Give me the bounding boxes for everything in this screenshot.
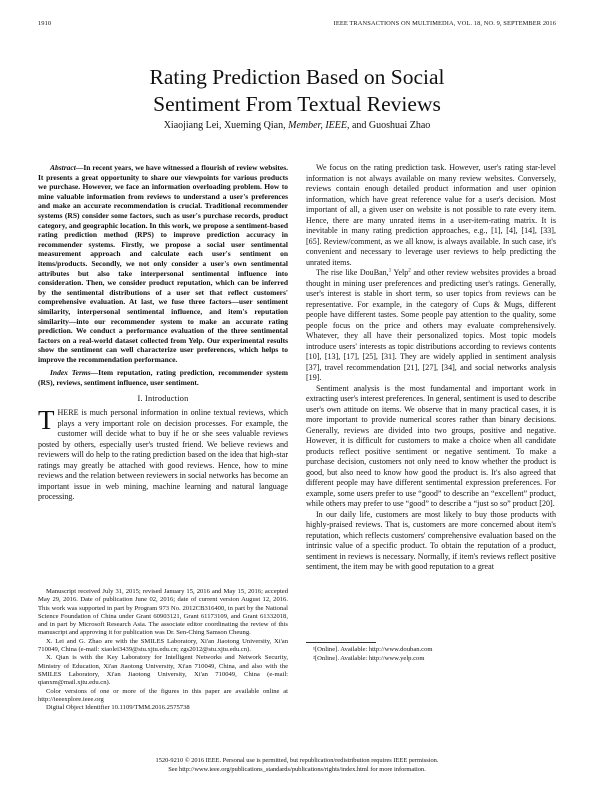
authors-part-2: , and Guoshuai Zhao — [346, 120, 431, 131]
p2-text-c: and other review websites provides a broad thought in mining user preferences and predicting user's ratings. Generally, user's interest is stable in short term, so user topics from reviews can be representative. For example, in the category of Cups & Mugs, different people have different tastes. Some people pay attention to the quality, some people focus on the price and others may evaluate comprehensively. Whatever, they all have their personalized topics. Most topic models introduce users' interests as topic distributions according to reviews contents [10], [13], [17], [25], [31]. They are widely applied in sentiment analysis [37], travel recommendation [21], [27], [34], and social networks analysis [19]. — [306, 268, 556, 382]
footnote-rule — [306, 642, 376, 643]
running-header: IEEE TRANSACTIONS ON MULTIMEDIA, VOL. 18, NO. 9, SEPTEMBER 2016 — [333, 20, 556, 27]
footnote-ref-1: 1 — [388, 268, 392, 274]
section-heading-introduction: I. Introduction — [137, 393, 189, 403]
paper-title — [0, 64, 594, 118]
copyright-line-1: 1520-9210 © 2016 IEEE. Personal use is permitted, but republication/redistribution requires IEEE permission. — [155, 757, 439, 764]
intro-paragraph — [38, 405, 288, 503]
copyright-line-2: See http://www.ieee.org/publications_standards/publications/rights/index.html for more information. — [168, 766, 426, 773]
index-terms-label: Index Terms — [50, 368, 91, 378]
abstract — [38, 163, 288, 364]
authors-part-1: Xiaojiang Lei, Xueming Qian, — [163, 120, 289, 131]
author-list — [0, 120, 594, 131]
copyright-notice — [0, 756, 594, 774]
footnote-color: Color versions of one or more of the figures in this paper are available online at http://ieeexplore.ieee.org — [38, 687, 288, 703]
footnote-doi: Digital Object Identifier 10.1109/TMM.2016.2575738 — [46, 704, 190, 712]
index-terms-text: —Item reputation, rating prediction, recommender system (RS), reviews, sentiment influence, user sentiment. — [38, 368, 289, 388]
footnote-received: Manuscript received July 31, 2015; revised January 15, 2016 and May 15, 2016; accepted May 29, 2016. Date of publication June 02, 2016; date of current version August 12, 2016. This work was supported in part by Program 973 No. 2012CB316400, in part by the National Science Foundation of China under Grant 60903121, Grant 61173109, and Grant 61332018, and in part by Microsoft Research Asia. The associate editor coordinating the review of this manuscript and approving it for publication was Dr. Sen-Ching Samson Cheung. — [38, 588, 288, 637]
left-column — [38, 163, 288, 503]
body-paragraph-1: We focus on the rating prediction task. However, user's rating star-level information is not always available on many review websites. Conversely, reviews contain enough detailed product information and user opinion information, which have great reference value for a user's decision. Most important of all, a given user on website is not possible to rate every item. Hence, there are many unrated items in a user-item-rating matrix. It is inevitable in many rating prediction approaches, e.g., [1], [4], [14], [33], [65]. Review/comment, as we all know, is always available. In such case, it's convenient and necessary to leverage user reviews to help predicting the unrated items. — [306, 163, 556, 267]
body-paragraph-2 — [306, 268, 556, 384]
right-footnotes — [313, 646, 433, 663]
member-ieee: Member, IEEE — [288, 120, 347, 131]
body-paragraph-3: Sentiment analysis is the most fundamental and important work in extracting user's interest preferences. In general, sentiment is used to describe user's own attitude on items. We observe that in many practical cases, it is more important to provide numerical scores rather than binary decisions. Generally, reviews are divided into two groups, positive and negative. However, it is difficult for customers to make a choice when all candidate products reflect positive sentiment or negative sentiment. To make a purchase decision, customers not only need to know whether the product is good, but also need to know how good the product is. It's also agreed that different people may have different sentimental expression preferences. For example, some users prefer to use “good” to describe an “excellent” product, while others may prefer to use “good” to describe a “just so so” product [20]. — [306, 383, 556, 508]
drop-cap: T — [38, 405, 55, 436]
abstract-label: Abstract— — [50, 163, 84, 172]
intro-text: HERE is much personal information in online textual reviews, which plays a very important role on decision processes. For example, the customer will decide what to buy if he or she sees valuable reviews posted by others, especially user's trusted friend. We believe reviews and reviewers will do help to the rating prediction based on the idea that high-star ratings may greatly be attached with good reviews. Hence, how to mine reviews and the relation between reviewers in social networks has become an important issue in web mining, machine learning and natural language processing. — [38, 408, 288, 502]
p2-text-a: The rise like DouBan, — [316, 268, 389, 277]
footnote-yelp: ²[Online]. Available: http://www.yelp.com — [313, 654, 425, 662]
footnote-douban: ¹[Online]. Available: http://www.douban.com — [313, 646, 433, 653]
body-paragraph-4: In our daily life, customers are most likely to buy those products with highly-praised reviews. That is, customers are more concerned about item's reputation, which reflects customers' comprehensive evaluation based on the intrinsic value of a specific product. To obtain the reputation of a product, sentiment in reviews is necessary. Normally, if item's reviews reflect positive sentiment, the item may be with good reputation to a great — [306, 509, 556, 571]
footnote-ref-2: 2 — [408, 268, 411, 274]
right-column — [306, 163, 556, 573]
left-footnotes — [38, 588, 288, 712]
page-number: 1910 — [38, 20, 52, 27]
title-line-2: Sentiment From Textual Reviews — [153, 92, 441, 116]
index-terms — [38, 368, 288, 387]
footnote-qian: X. Qian is with the Key Laboratory for Intelligent Networks and Network Security, Ministry of Education, Xi'an Jiaotong University, Xi'an 710049, China, and also with the SMILES Laboratory, Xi'an Jiaotong University, Xi'an 710049, China (e-mail: qianxm@mail.xjtu.edu.cn). — [38, 654, 288, 687]
p2-text-b: Yelp — [391, 268, 409, 277]
title-line-1: Rating Prediction Based on Social — [149, 65, 445, 89]
footnote-lei-zhao: X. Lei and G. Zhao are with the SMILES Laboratory, Xi'an Jiaotong University, Xi'an 710049, China (e-mail: xiaolei3439@stu.xjtu.edu.cn; zgs2012@stu.xjtu.edu.cn). — [38, 637, 288, 654]
abstract-text: In recent years, we have witnessed a flourish of review websites. It presents a great opportunity to share our viewpoints for various products we purchase. However, we face an information overloading problem. How to mine valuable information from reviews to understand a user's preferences and make an accurate recommendation is crucial. Traditional recommender systems (RS) consider some factors, such as user's purchase records, product category, and geographic location. In this work, we propose a sentiment-based rating prediction method (RPS) to improve prediction accuracy in recommender systems. Firstly, we propose a social user sentimental measurement approach and calculate each user's sentiment on items/products. Secondly, we not only consider a user's own sentimental attributes but also take interpersonal sentimental influence into consideration. Then, we consider product reputation, which can be inferred by the sentimental distributions of a user set that reflect customers' comprehensive evaluation. At last, we fuse three factors—user sentiment similarity, interpersonal sentimental influence, and item's reputation similarity—into our recommender system to make an accurate rating prediction. We conduct a performance evaluation of the three sentimental factors on a real-world dataset collected from Yelp. Our experimental results show the sentiment can well characterize user preferences, which helps to improve the recommendation performance. — [38, 163, 288, 364]
